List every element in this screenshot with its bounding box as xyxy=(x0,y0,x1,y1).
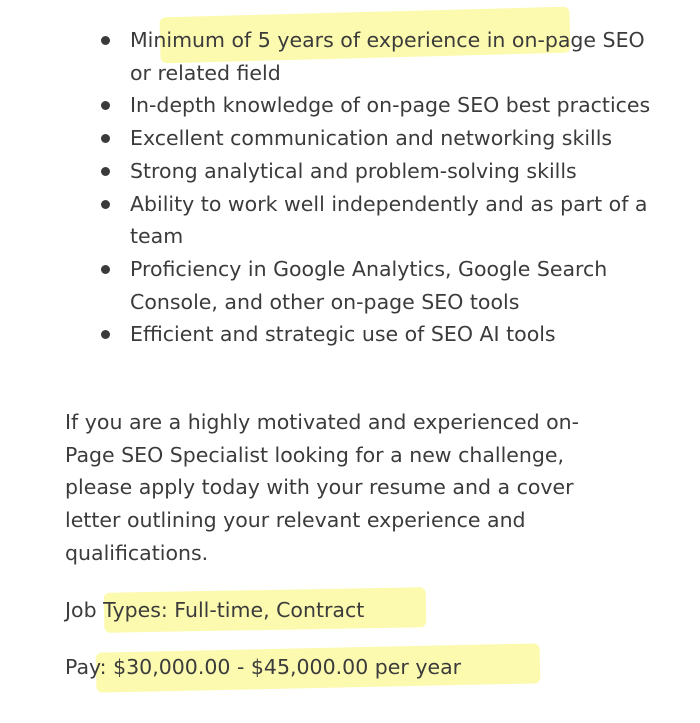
requirement-text: Strong analytical and problem-solving skills xyxy=(130,158,577,183)
requirements-list xyxy=(0,24,700,351)
bullet-icon xyxy=(101,200,110,209)
requirement-text: Proficiency in Google Analytics, Google Search Console, and other on-page SEO tools xyxy=(130,256,608,314)
bullet-icon xyxy=(101,101,110,110)
list-item xyxy=(0,318,700,351)
requirement-text: Excellent communication and networking skills xyxy=(130,126,613,151)
list-item xyxy=(0,122,700,155)
requirement-text: Minimum of 5 years of experience in on-page SEO or related field xyxy=(130,28,645,85)
closing-paragraph: If you are a highly motivated and experienced on-Page SEO Specialist looking for a new challenge, please apply today with your resume and a cover letter outlining your relevant experience and qualifications. xyxy=(65,410,580,565)
requirement-text: Ability to work well independently and as part of a team xyxy=(130,191,648,249)
job-types-line: Job Types: Full-time, Contract xyxy=(65,598,365,622)
bullet-icon xyxy=(101,134,110,143)
bullet-icon xyxy=(101,265,110,274)
pay-line: Pay: $30,000.00 - $45,000.00 per year xyxy=(65,655,462,679)
list-item xyxy=(0,89,700,122)
bullet-icon xyxy=(101,330,110,339)
list-item xyxy=(0,155,700,188)
requirement-text: Efficient and strategic use of SEO AI tools xyxy=(130,322,556,347)
list-item xyxy=(0,24,700,89)
list-item xyxy=(0,253,700,318)
bullet-icon xyxy=(101,167,110,176)
list-item xyxy=(0,188,700,253)
requirement-text: In-depth knowledge of on-page SEO best practices xyxy=(130,93,651,118)
bullet-icon xyxy=(101,36,110,45)
